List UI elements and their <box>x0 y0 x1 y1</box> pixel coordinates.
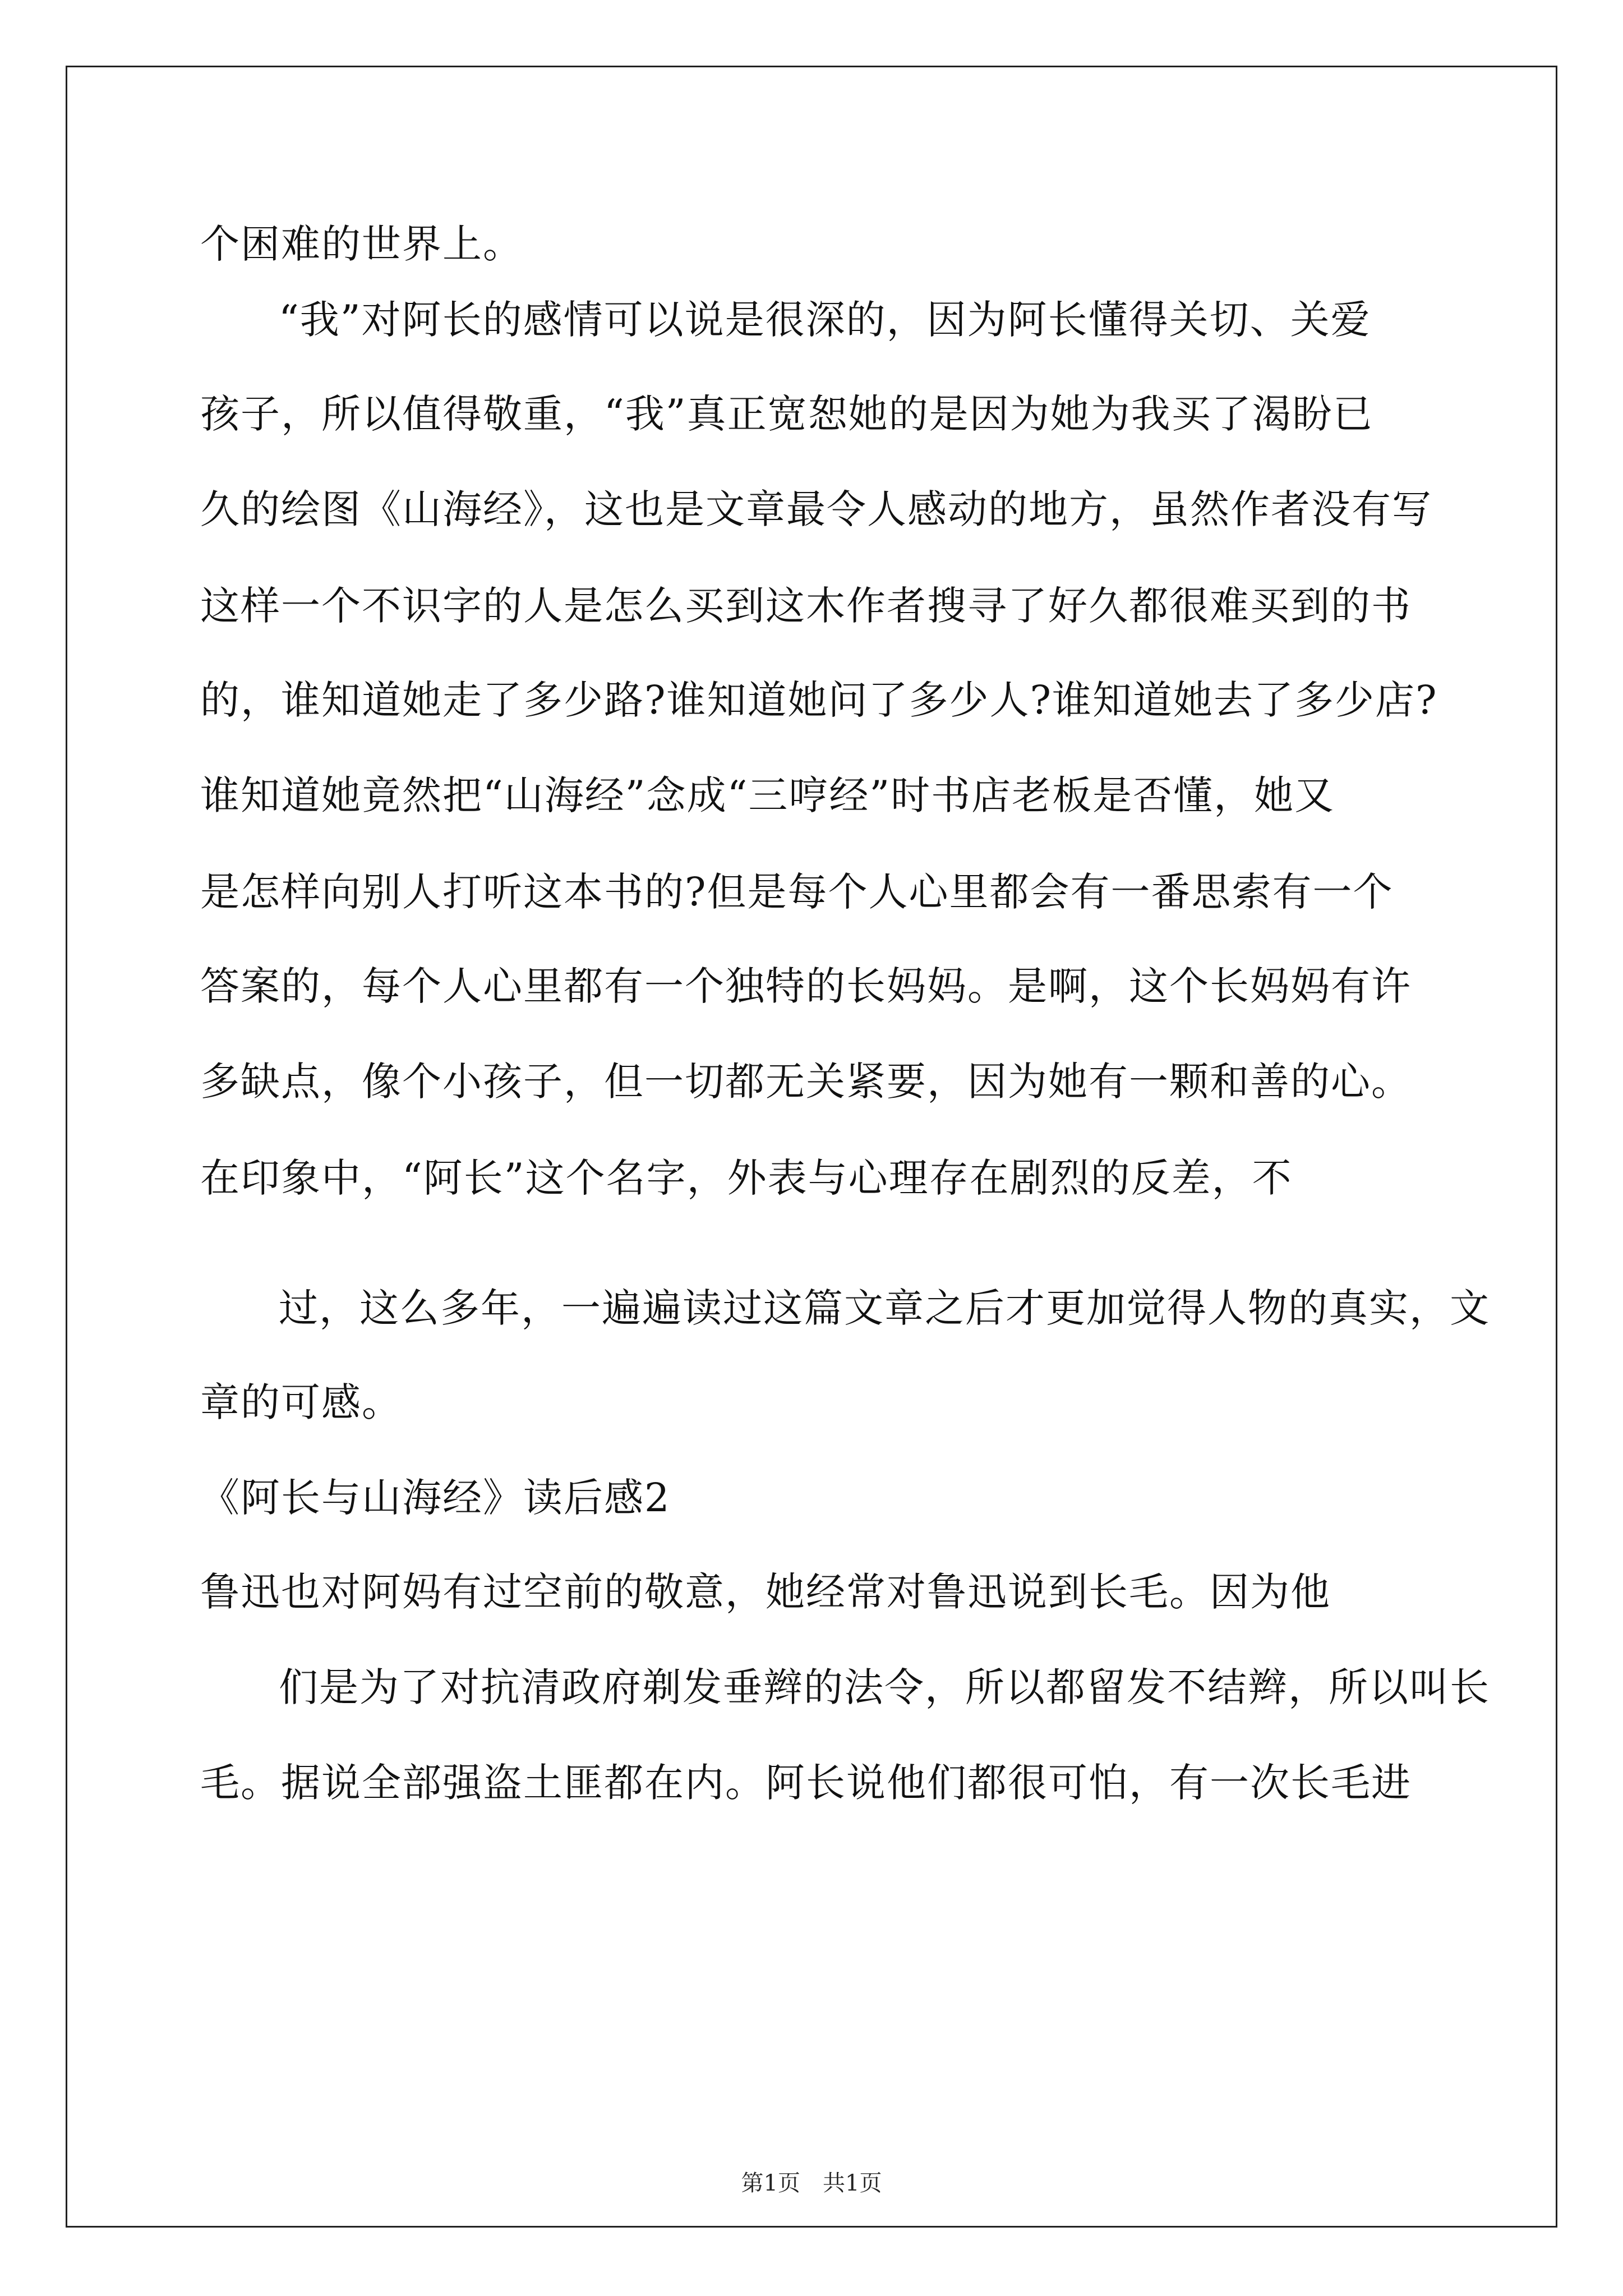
text-line: 的，谁知道她走了多少路?谁知道她问了多少人?谁知道她去了多少店? <box>200 677 1438 723</box>
page-border <box>66 66 1557 2228</box>
text-line: “我”对阿长的感情可以说是很深的，因为阿长懂得关切、关爱 <box>279 297 1371 343</box>
text-line: 久的绘图《山海经》，这也是文章最令人感动的地方，虽然作者没有写 <box>200 486 1432 532</box>
text-line: 个困难的世界上。 <box>200 221 523 267</box>
text-line: 毛。据说全部强盗土匪都在内。阿长说他们都很可怕，有一次长毛进 <box>200 1760 1412 1806</box>
text-line: 孩子，所以值得敬重，“我”真正宽恕她的是因为她为我买了渴盼已 <box>200 391 1373 437</box>
text-line: 们是为了对抗清政府剃发垂辫的法令，所以都留发不结辫，所以叫长 <box>279 1664 1490 1710</box>
text-line: 多缺点，像个小孩子，但一切都无关紧要，因为她有一颗和善的心。 <box>200 1059 1412 1105</box>
text-line: 《阿长与山海经》读后感2 <box>200 1475 671 1521</box>
section-heading: 鲁迅也对阿妈有过空前的敬意，她经常对鲁迅说到长毛。因为他 <box>200 1569 1331 1615</box>
text-line: 答案的，每个人心里都有一个独特的长妈妈。是啊，这个长妈妈有许 <box>200 963 1412 1009</box>
text-line: 这样一个不识字的人是怎么买到这木作者搜寻了好久都很难买到的书 <box>200 583 1412 629</box>
text-line: 谁知道她竟然把“山海经”念成“三哼经”时书店老板是否懂，她又 <box>200 772 1335 818</box>
text-line: 是怎样向别人打听这本书的?但是每个人心里都会有一番思索有一个 <box>200 869 1394 915</box>
text-line: 过，这么多年，一遍遍读过这篇文章之后才更加觉得人物的真实，文 <box>279 1285 1490 1331</box>
text-line: 章的可感。 <box>200 1379 402 1425</box>
page-footer: 第1页 共1页 <box>741 2170 882 2196</box>
text-line: 在印象中，“阿长”这个名字，外表与心理存在剧烈的反差，不 <box>200 1155 1293 1201</box>
